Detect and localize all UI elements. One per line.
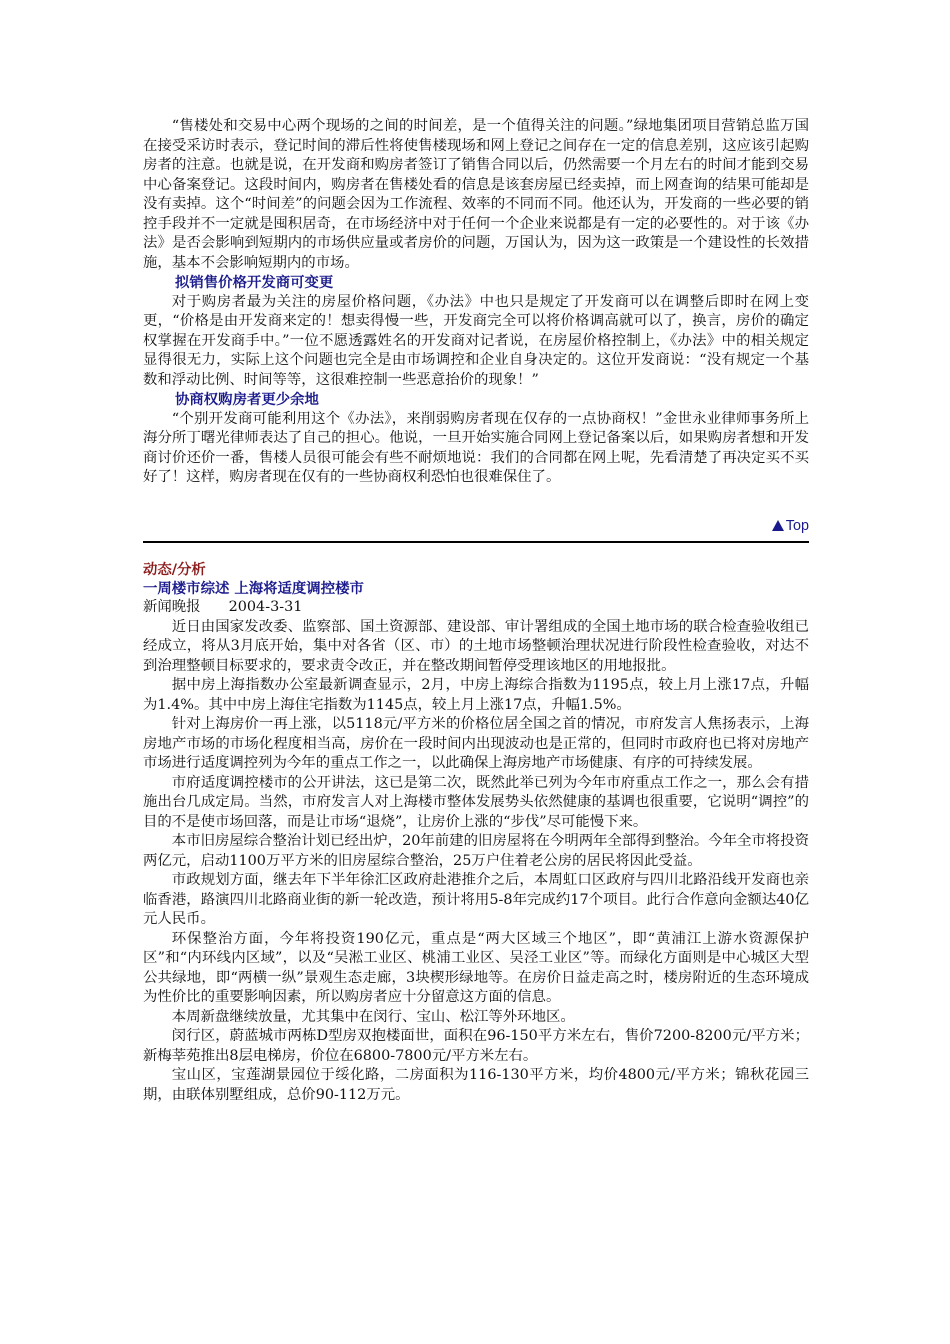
back-to-top-label: Top — [785, 518, 809, 534]
body-paragraph: 近日由国家发改委、监察部、国土资源部、建设部、审计署组成的全国土地市场的联合检查验收组已经成立，将从3月底开始，集中对各省（区、市）的土地市场整顿治理状况进行阶段性检查验收，对达不到治理整顿目标要求的，要求责令改正，并在整改期间暂停受理该地区的用地报批。 — [143, 618, 809, 674]
body-paragraph: 本周新盘继续放量，尤其集中在闵行、宝山、松江等外环地区。 — [171, 1008, 575, 1025]
body-paragraph: 宝山区，宝莲湖景园位于绥化路，二房面积为116-130平方米，均价4800元/平方米；锦秋花园三期，由联体别墅组成，总价90-112万元。 — [143, 1067, 809, 1103]
body-paragraph: 环保整治方面，今年将投资190亿元，重点是“两大区域三个地区”，即“黄浦江上游水资源保护区”和“内环线内区域”，以及“吴淞工业区、桃浦工业区、吴泾工业区”等。而绿化方面则是中心城区大型公共绿地，即“两横一纵”景观生态走廊，3块楔形绿地等。在房价日益走高之时，楼房附近的生态环境成为性价比的重要影响因素，所以购房者应十分留意这方面的信息。 — [143, 930, 809, 1005]
article-source: 新闻晚报 — [143, 599, 201, 615]
body-paragraph: “售楼处和交易中心两个现场的之间的时间差，是一个值得关注的问题。”绿地集团项目营销总监万国在接受采访时表示，登记时间的滞后性将使售楼现场和网上登记之间存在一定的信息差别，这应该引起购房者的注意。也就是说，在开发商和购房者签订了销售合同以后，仍然需要一个月左右的时间才能到交易中心备案登记。这段时间内，购房者在售楼处看的信息是该套房屋已经卖掉，而上网查询的结果可能却是没有卖掉。这个“时间差”的问题会因为工作流程、效率的不同而不同。他还认为，开发商的一些必要的销控手段并不一定就是囤积居奇，在市场经济中对于任何一个企业来说都是有一定的必要性的。对于该《办法》是否会影响到短期内的市场供应量或者房价的问题，万国认为，因为这一政策是一个建设性的长效措施，基本不会影响短期内的市场。 — [143, 118, 809, 271]
body-paragraph: 对于购房者最为关注的房屋价格问题，《办法》中也只是规定了开发商可以在调整后即时在网上变更，“价格是由开发商来定的！想卖得慢一些，开发商完全可以将价格调高就可以了，换言，房价的确定权掌握在开发商手中。”一位不愿透露姓名的开发商对记者说，在房屋价格控制上，《办法》中的相关规定显得很无力，实际上这个问题也完全是由市场调控和企业自身决定的。这位开发商说：“没有规定一个基数和浮动比例、时间等等，这很难控制一些恶意抬价的现象！” — [143, 293, 809, 388]
body-paragraph: 市政规划方面，继去年下半年徐汇区政府赴港推介之后，本周虹口区政府与四川北路沿线开发商也亲临香港，路演四川北路商业街的新一轮改造，预计将用5-8年完成约17个项目。此行合作意向金额达40亿元人民币。 — [143, 872, 809, 927]
up-arrow-icon — [772, 520, 784, 531]
body-paragraph: 本市旧房屋综合整治计划已经出炉，20年前建的旧房屋将在今明两年全部得到整治。今年全市将投资两亿元，启动1100万平方米的旧房屋综合整治，25万户住着老公房的居民将因此受益。 — [143, 833, 809, 869]
article-continuation — [143, 117, 809, 488]
subheading-negotiation: 协商权购房者更少余地 — [175, 391, 319, 408]
body-paragraph: 针对上海房价一再上涨，以5118元/平方米的价格位居全国之首的情况，市府发言人焦扬表示，上海房地产市场的市场化程度相当高，房价在一段时间内出现波动也是正常的，但同时市政府也已将对房地产市场进行适度调控列为今年的重点工作之一，以此确保上海房地产市场健康、有序的可持续发展。 — [143, 716, 809, 771]
subheading-price: 拟销售价格开发商可变更 — [175, 274, 334, 291]
body-paragraph: “个别开发商可能利用这个《办法》，来削弱购房者现在仅存的一点协商权！”金世永业律师事务所上海分所丁曙光律师表达了自己的担心。他说，一旦开始实施合同网上登记备案以后，如果购房者想和开发商讨价还价一番，售楼人员很可能会有些不耐烦地说：我们的合同都在网上呢，先看清楚了再决定买不买好了！这样，购房者现在仅有的一些协商权利恐怕也很难保住了。 — [143, 410, 809, 485]
article-date: 2004-3-31 — [228, 599, 303, 615]
body-paragraph: 闵行区，蔚蓝城市两栋D型房双抱楼面世，面积在96-150平方米左右，售价7200-8200元/平方米；新梅莘苑推出8层电梯房，价位在6800-7800元/平方米左右。 — [143, 1028, 809, 1064]
article-source-line — [143, 598, 809, 618]
news-section — [143, 560, 809, 1105]
article-title: 一周楼市综述 上海将适度调控楼市 — [143, 580, 364, 597]
section-title: 动态/分析 — [143, 561, 206, 578]
back-to-top-link[interactable] — [772, 518, 809, 534]
body-paragraph: 据中房上海指数办公室最新调查显示，2月，中房上海综合指数为1195点，较上月上涨17点，升幅为1.4%。其中中房上海住宅指数为1145点，较上月上涨17点，升幅1.5%。 — [143, 677, 809, 713]
section-divider — [143, 541, 809, 543]
body-paragraph: 市府适度调控楼市的公开讲法，这已是第二次，既然此举已列为今年市府重点工作之一，那么会有措施出台几成定局。当然，市府发言人对上海楼市整体发展势头依然健康的基调也很重要，它说明“调控”的目的不是使市场回落，而是让市场“退烧”，让房价上涨的“步伐”尽可能慢下来。 — [143, 774, 809, 830]
